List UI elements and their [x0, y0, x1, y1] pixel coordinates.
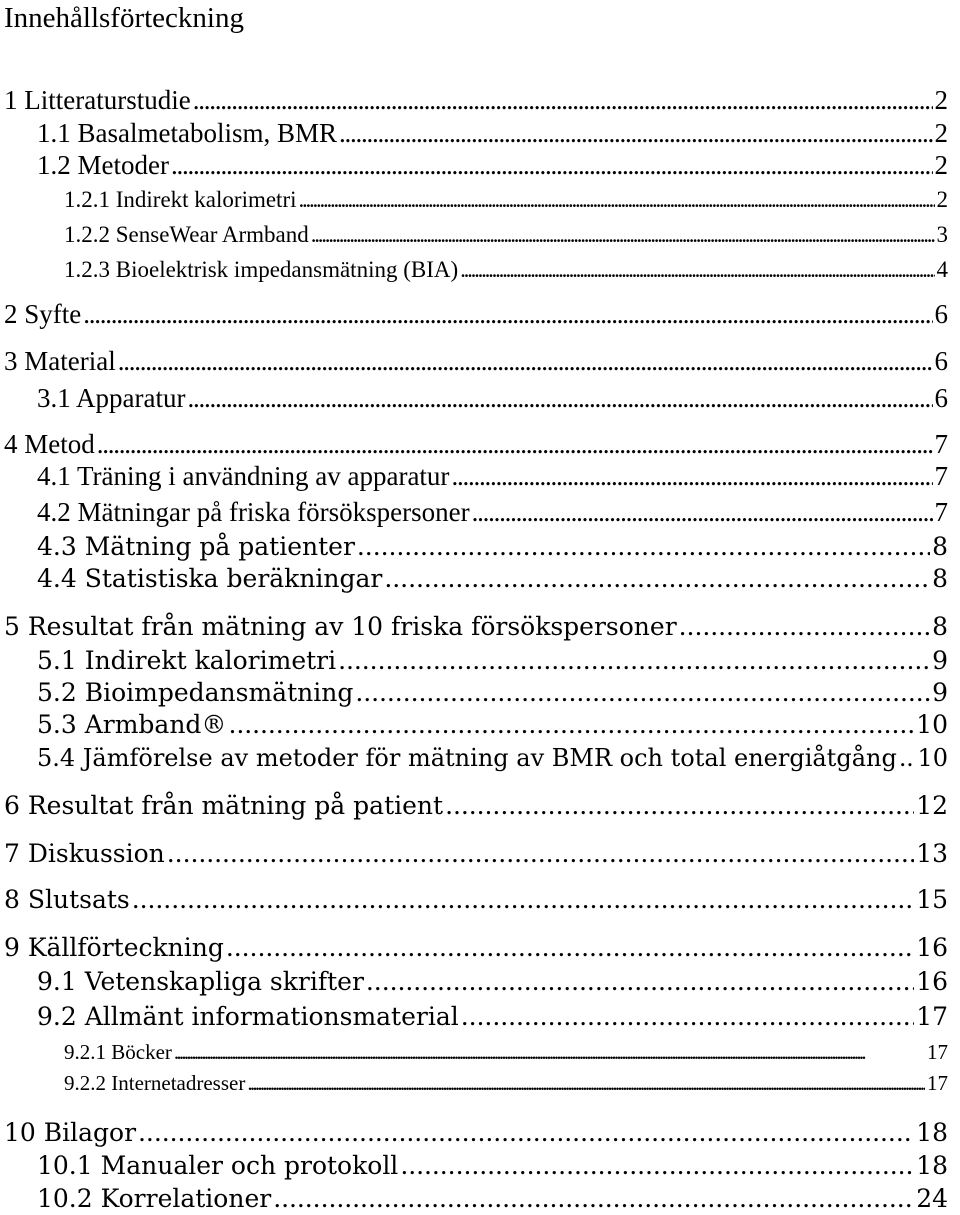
toc-entry-label: 1.2.1 Indirekt kalorimetri	[64, 187, 297, 212]
toc-entry-label: 2 Syfte	[4, 299, 82, 329]
dot-leader	[193, 84, 933, 116]
toc-entry-label: 9.2 Allmänt informationsmaterial	[37, 1002, 459, 1031]
toc-entry[interactable]	[37, 496, 948, 528]
dot-leader	[228, 709, 914, 741]
toc-entry[interactable]	[37, 382, 948, 414]
toc-entry[interactable]	[37, 709, 948, 741]
toc-entry-label: 1.2 Metoder	[37, 150, 169, 180]
dot-leader	[472, 496, 933, 528]
dot-leader	[299, 186, 935, 214]
dot-leader	[338, 645, 930, 677]
dot-leader	[171, 149, 933, 181]
toc-entry[interactable]	[4, 932, 948, 964]
toc-entry-label: 6 Resultat från mätning på patient	[4, 791, 444, 820]
toc-entry-label: 4.1 Träning i användning av apparatur	[37, 461, 450, 491]
toc-entry[interactable]	[4, 84, 948, 116]
toc-entry-page: 17	[927, 1040, 948, 1064]
dot-leader	[97, 428, 933, 460]
toc-entry-page: 9	[932, 646, 948, 675]
toc-entry[interactable]	[37, 531, 948, 563]
toc-entry[interactable]	[37, 1001, 948, 1033]
toc-entry-label: 5.4 Jämförelse av metoder för mätning av BMR och total energiåtgång	[37, 744, 897, 772]
toc-entry-label: 5.3 Armband®	[37, 710, 227, 739]
toc-entry-label: 5.2 Bioimpedansmätning	[37, 678, 354, 707]
toc-entry-label: 8 Slutsats	[4, 885, 130, 914]
toc-entry-page: 15	[916, 885, 948, 914]
toc-entry[interactable]	[37, 1183, 948, 1215]
toc-entry[interactable]	[4, 1117, 948, 1149]
toc-entry-page: 10	[916, 710, 948, 739]
toc-entry-label: 10.2 Korrelationer	[37, 1184, 272, 1213]
dot-leader	[247, 1070, 925, 1096]
dot-leader	[167, 838, 914, 870]
dot-leader	[83, 298, 932, 330]
dot-leader	[400, 1150, 914, 1182]
toc-entry-page: 24	[916, 1184, 948, 1213]
toc-entry[interactable]	[4, 298, 948, 330]
dot-leader	[899, 742, 916, 774]
dot-leader	[355, 677, 930, 709]
toc-entry-label: 4.4 Statistiska beräkningar	[37, 564, 383, 593]
toc-entry-page: 2	[936, 187, 948, 212]
toc-entry[interactable]	[64, 186, 948, 214]
toc-entry-page: 13	[916, 839, 948, 868]
toc-entry-label: 4.3 Mätning på patienter	[37, 532, 355, 561]
dot-leader	[138, 1117, 914, 1149]
toc-entry-label: 5.1 Indirekt kalorimetri	[37, 646, 337, 675]
toc-entry-label: 9.2.1 Böcker	[64, 1040, 172, 1064]
toc-entry-label: 4.2 Mätningar på friska försökspersoner	[37, 497, 470, 527]
toc-entry-label: 7 Diskussion	[4, 839, 165, 868]
dot-leader	[357, 531, 930, 563]
toc-entry-label: 3 Material	[4, 346, 116, 376]
toc-entry[interactable]	[37, 677, 948, 709]
toc-entry-page: 17	[916, 1002, 948, 1031]
toc-entry-page: 7	[934, 461, 948, 491]
toc-entry-page: 18	[916, 1118, 948, 1147]
dot-leader	[311, 221, 935, 249]
toc-entry[interactable]	[37, 645, 948, 677]
toc-entry-page: 10	[917, 744, 948, 772]
dot-leader	[273, 1183, 914, 1215]
dot-leader	[118, 345, 933, 377]
dot-leader	[366, 966, 914, 998]
dot-leader	[187, 382, 932, 414]
dot-leader	[451, 460, 932, 492]
toc-entry-label: 9 Källförteckning	[4, 933, 224, 962]
toc-entry-label: 10 Bilagor	[4, 1118, 137, 1147]
dot-leader	[339, 117, 933, 149]
toc-entry-page: 7	[934, 497, 948, 527]
toc-entry-label: 4 Metod	[4, 429, 95, 459]
toc-entry-page: 18	[916, 1151, 948, 1180]
toc-entry[interactable]	[4, 611, 948, 643]
toc-entry[interactable]	[37, 460, 948, 492]
dot-leader	[445, 790, 914, 822]
dot-leader	[174, 1039, 925, 1065]
toc-entry[interactable]	[64, 1039, 948, 1065]
toc-entry-label: 1 Litteraturstudie	[4, 85, 191, 115]
toc-entry-page: 6	[934, 383, 948, 413]
toc-entry[interactable]	[64, 221, 948, 249]
toc-entry[interactable]	[37, 149, 948, 181]
dot-leader	[226, 932, 914, 964]
toc-entry-page: 16	[916, 967, 948, 996]
toc-entry-label: 3.1 Apparatur	[37, 383, 186, 413]
toc-entry-page: 17	[927, 1071, 948, 1095]
toc-entry[interactable]	[37, 117, 948, 149]
page-title: Innehållsförteckning	[4, 2, 244, 34]
toc-entry-page: 6	[934, 299, 948, 329]
toc-entry-page: 2	[934, 85, 948, 115]
dot-leader	[461, 1001, 914, 1033]
toc-entry-page: 8	[932, 564, 948, 593]
toc-entry-page: 16	[916, 933, 948, 962]
toc-entry-label: 9.1 Vetenskapliga skrifter	[37, 967, 364, 996]
toc-entry[interactable]	[37, 966, 948, 998]
toc-entry-label: 9.2.2 Internetadresser	[64, 1071, 246, 1095]
toc-entry-page: 12	[916, 791, 948, 820]
toc-entry-page: 8	[932, 532, 948, 561]
toc-entry[interactable]	[64, 1070, 948, 1096]
toc-entry-page: 2	[934, 118, 948, 148]
toc-entry-page: 3	[936, 222, 948, 247]
dot-leader	[132, 884, 914, 916]
toc-entry-page: 8	[932, 612, 948, 641]
toc-entry[interactable]	[37, 1150, 948, 1182]
toc-entry[interactable]	[4, 884, 948, 916]
toc-entry-label: 1.2.2 SenseWear Armband	[64, 222, 309, 247]
toc-entry[interactable]	[37, 563, 948, 595]
toc-entry-label: 10.1 Manualer och protokoll	[37, 1151, 399, 1180]
toc-entry-label: 1.2.3 Bioelektrisk impedansmätning (BIA)	[64, 257, 459, 282]
toc-entry-page: 6	[934, 346, 948, 376]
toc-entry-page: 4	[936, 257, 948, 282]
toc-entry-label: 5 Resultat från mätning av 10 friska försökspersoner	[4, 612, 677, 641]
toc-entry[interactable]	[37, 742, 948, 774]
dot-leader	[460, 256, 934, 284]
toc-entry[interactable]	[64, 256, 948, 284]
toc-entry[interactable]	[4, 790, 948, 822]
toc-entry-label: 1.1 Basalmetabolism, BMR	[37, 118, 337, 148]
toc-entry[interactable]	[4, 838, 948, 870]
toc-entry[interactable]	[4, 428, 948, 460]
toc-entry[interactable]	[4, 345, 948, 377]
toc-entry-page: 9	[932, 678, 948, 707]
toc-entry-page: 7	[934, 429, 948, 459]
toc-entry-page: 2	[934, 150, 948, 180]
dot-leader	[384, 563, 930, 595]
dot-leader	[679, 611, 930, 643]
